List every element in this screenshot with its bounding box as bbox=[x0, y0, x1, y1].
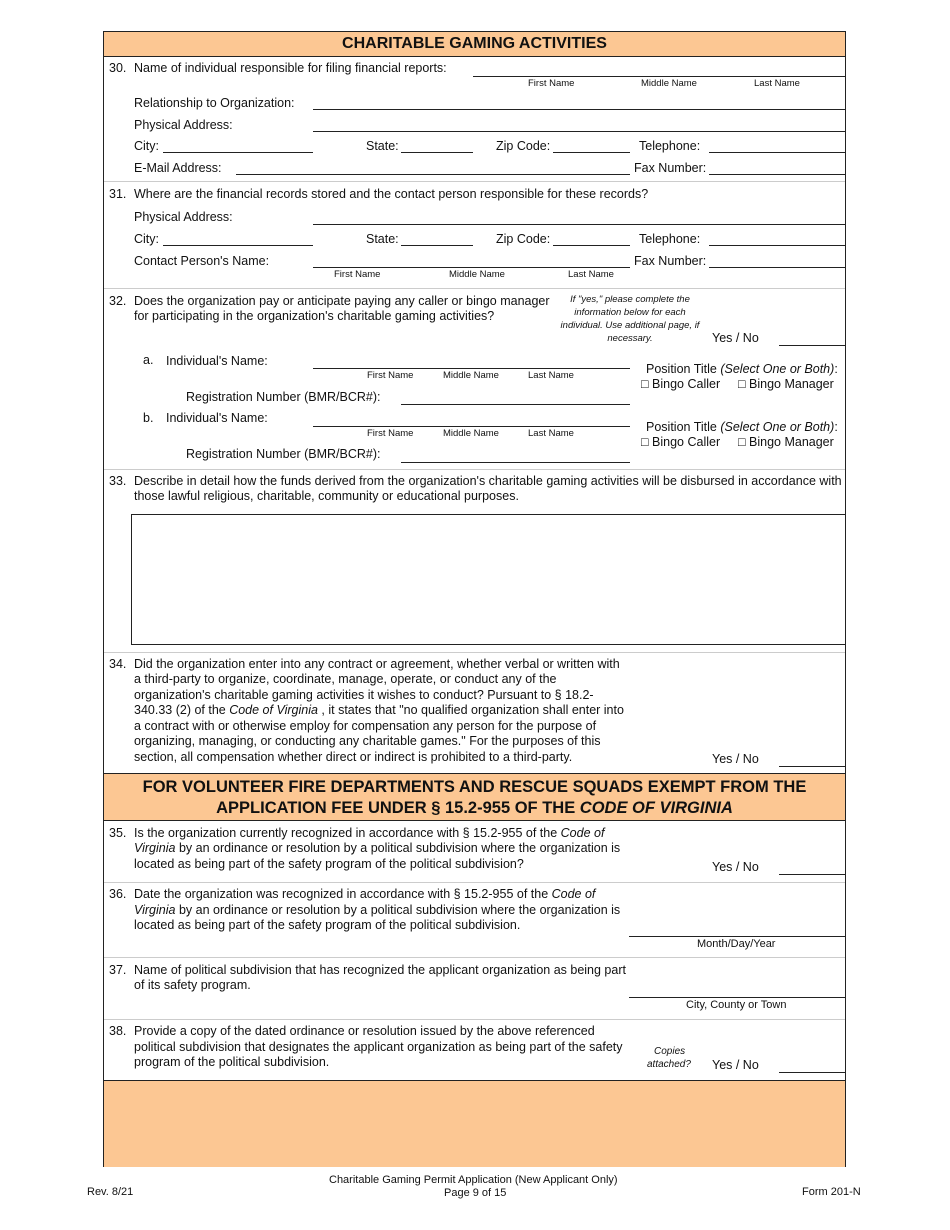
q37-line2: of its safety program. bbox=[134, 978, 251, 992]
q30-email-label: E-Mail Address: bbox=[134, 161, 222, 175]
q32b-bingo-manager-checkbox[interactable]: □ Bingo Manager bbox=[738, 435, 834, 449]
q32a-registration-field[interactable] bbox=[401, 404, 630, 405]
q31-last-name-caption: Last Name bbox=[568, 269, 614, 280]
q32-instruction-note: If "yes," please complete the information below for each individual. Use additional page, if necessary. bbox=[560, 294, 700, 344]
q38-line2: political subdivision that designates the applicant organization as being part of the safety bbox=[134, 1040, 623, 1054]
q31-telephone-label: Telephone: bbox=[639, 232, 701, 246]
q30-middle-name-caption: Middle Name bbox=[641, 78, 697, 89]
q38-copies-label-1: Copies bbox=[654, 1046, 686, 1057]
q32b-middle-caption: Middle Name bbox=[443, 428, 499, 439]
q35-code-of: Code of bbox=[560, 826, 605, 840]
q32a-registration-label: Registration Number (BMR/BCR#): bbox=[186, 390, 381, 404]
q33-number: 33. bbox=[109, 474, 127, 488]
q36-line2-text: by an ordinance or resolution by a political subdivision where the organization is bbox=[175, 903, 621, 917]
q32b-registration-label: Registration Number (BMR/BCR#): bbox=[186, 447, 381, 461]
q35-line1 bbox=[134, 826, 604, 840]
q32a-last-caption: Last Name bbox=[528, 370, 574, 381]
q35-line3: located as being part of the safety program of the political subdivision? bbox=[134, 857, 524, 871]
q36-code-of: Code of bbox=[551, 887, 596, 901]
q35-virginia: Virginia bbox=[134, 841, 176, 855]
q34-line4-post: , it states that "no qualified organization shall enter into bbox=[317, 703, 624, 717]
q32a-bingo-caller-checkbox[interactable]: □ Bingo Caller bbox=[641, 377, 721, 391]
q32-question-line2: for participating in the organization's charitable gaming activities? bbox=[134, 309, 495, 323]
q30-address-label: Physical Address: bbox=[134, 118, 233, 132]
footer-title: Charitable Gaming Permit Application (New Applicant Only) bbox=[329, 1174, 618, 1186]
q31-city-label: City: bbox=[134, 232, 159, 246]
q35-line2-text: by an ordinance or resolution by a political subdivision where the organization is bbox=[175, 841, 621, 855]
q35-yes-no-field[interactable] bbox=[779, 874, 845, 875]
q37-subdivision-field[interactable] bbox=[629, 997, 845, 998]
q32b-bingo-caller-checkbox[interactable]: □ Bingo Caller bbox=[641, 435, 721, 449]
q38-line3: program of the political subdivision. bbox=[134, 1055, 330, 1069]
fire-header-code-of-virginia: CODE OF VIRGINIA bbox=[579, 799, 733, 817]
q31-contact-label: Contact Person's Name: bbox=[134, 254, 270, 268]
q35-line1-text: Is the organization currently recognized in accordance with § 15.2-955 of the bbox=[134, 826, 561, 840]
q34-line1: Did the organization enter into any contract or agreement, whether verbal or written with bbox=[134, 657, 620, 671]
q34-line5: a contract with or otherwise employ for compensation any person for the purpose of bbox=[134, 719, 597, 733]
q30-fax-field[interactable] bbox=[709, 174, 845, 175]
q36-line1-text: Date the organization was recognized in accordance with § 15.2-955 of the bbox=[134, 887, 552, 901]
q36-date-field[interactable] bbox=[629, 936, 845, 937]
q34-line7: section, all compensation whether direct or indirect is prohibited to a third-party. bbox=[134, 750, 573, 764]
q35-yes-no: Yes / No bbox=[712, 860, 759, 874]
fire-header-line2-text: APPLICATION FEE UNDER § 15.2-955 OF THE bbox=[216, 799, 580, 817]
q32a-individual-label: Individual's Name: bbox=[166, 354, 268, 368]
q31-question: Where are the financial records stored and the contact person responsible for these records? bbox=[134, 187, 649, 201]
bottom-shaded-block bbox=[104, 1080, 845, 1167]
q31-number: 31. bbox=[109, 187, 127, 201]
q31-address-field[interactable] bbox=[313, 224, 845, 225]
q32a-select-note: (Select One or Both) bbox=[720, 362, 835, 376]
q32a-colon: : bbox=[834, 362, 838, 376]
footer-revision: Rev. 8/21 bbox=[87, 1186, 134, 1198]
q36-line3: located as being part of the safety program of the political subdivision. bbox=[134, 918, 521, 932]
q30-relationship-field[interactable] bbox=[313, 109, 845, 110]
q37-line1: Name of political subdivision that has recognized the applicant organization as being part bbox=[134, 963, 626, 977]
q31-telephone-field[interactable] bbox=[709, 245, 845, 246]
q32-yes-no-field[interactable] bbox=[779, 345, 845, 346]
q30-relationship-label: Relationship to Organization: bbox=[134, 96, 295, 110]
q31-zip-label: Zip Code: bbox=[496, 232, 551, 246]
q32b-colon: : bbox=[834, 420, 838, 434]
q31-state-field[interactable] bbox=[401, 245, 473, 246]
q32b-individual-label: Individual's Name: bbox=[166, 411, 268, 425]
q31-city-field[interactable] bbox=[163, 245, 313, 246]
q32-number: 32. bbox=[109, 294, 127, 308]
divider bbox=[104, 882, 845, 883]
q30-state-label: State: bbox=[366, 139, 399, 153]
q32-question-line1: Does the organization pay or anticipate paying any caller or bingo manager bbox=[134, 294, 550, 308]
q30-telephone-field[interactable] bbox=[709, 152, 845, 153]
q34-code-of-virginia: Code of Virginia bbox=[229, 703, 318, 717]
q32a-bingo-manager-checkbox[interactable]: □ Bingo Manager bbox=[738, 377, 834, 391]
divider bbox=[104, 288, 845, 289]
q32b-position-title-text: Position Title bbox=[646, 420, 717, 434]
divider bbox=[104, 181, 845, 182]
q32a-position-title bbox=[646, 362, 838, 376]
q32b-select-note: (Select One or Both) bbox=[720, 420, 835, 434]
q32a-individual-field[interactable] bbox=[313, 368, 630, 369]
q32b-first-caption: First Name bbox=[367, 428, 414, 439]
divider bbox=[104, 652, 845, 653]
q35-number: 35. bbox=[109, 826, 127, 840]
q30-city-label: City: bbox=[134, 139, 159, 153]
q32a-position-title-text: Position Title bbox=[646, 362, 717, 376]
q30-question: Name of individual responsible for filing financial reports: bbox=[134, 61, 447, 75]
q34-line3: organization's charitable gaming activities it wishes to conduct? Pursuant to § 18.2- bbox=[134, 688, 594, 702]
q32b-position-title bbox=[646, 420, 838, 434]
q34-yes-no: Yes / No bbox=[712, 752, 759, 766]
q32b-last-caption: Last Name bbox=[528, 428, 574, 439]
q30-number: 30. bbox=[109, 61, 127, 75]
fire-department-header bbox=[104, 773, 845, 821]
fire-header-line2 bbox=[104, 798, 845, 819]
q30-first-name-caption: First Name bbox=[528, 78, 575, 89]
q38-yes-no-field[interactable] bbox=[779, 1072, 845, 1073]
q31-contact-field[interactable] bbox=[313, 267, 630, 268]
q37-caption: City, County or Town bbox=[686, 999, 787, 1011]
divider bbox=[104, 469, 845, 470]
fire-header-line1: FOR VOLUNTEER FIRE DEPARTMENTS AND RESCUE SQUADS EXEMPT FROM THE bbox=[142, 778, 807, 796]
q34-number: 34. bbox=[109, 657, 127, 671]
q31-fax-field[interactable] bbox=[709, 267, 845, 268]
q31-state-label: State: bbox=[366, 232, 399, 246]
section-header bbox=[104, 32, 845, 57]
q31-fax-label: Fax Number: bbox=[634, 254, 707, 268]
q32b-label: b. bbox=[143, 411, 154, 425]
q35-line2 bbox=[134, 841, 620, 855]
footer-page: Page 9 of 15 bbox=[444, 1187, 507, 1199]
q30-city-field[interactable] bbox=[163, 152, 313, 153]
q30-email-field[interactable] bbox=[236, 174, 630, 175]
q31-middle-name-caption: Middle Name bbox=[449, 269, 505, 280]
q30-zip-label: Zip Code: bbox=[496, 139, 551, 153]
q34-line2: a third-party to organize, coordinate, manage, operate, or conduct any of the bbox=[134, 672, 557, 686]
divider bbox=[104, 957, 845, 958]
q34-yes-no-field[interactable] bbox=[779, 766, 845, 767]
q30-fax-label: Fax Number: bbox=[634, 161, 707, 175]
q37-number: 37. bbox=[109, 963, 127, 977]
divider bbox=[104, 1019, 845, 1020]
q36-line1 bbox=[134, 887, 595, 901]
q36-virginia: Virginia bbox=[134, 903, 176, 917]
q36-number: 36. bbox=[109, 887, 127, 901]
q34-line4-pre: 340.33 (2) of the bbox=[134, 703, 230, 717]
q32a-middle-caption: Middle Name bbox=[443, 370, 499, 381]
q31-first-name-caption: First Name bbox=[334, 269, 381, 280]
q32a-label: a. bbox=[143, 353, 154, 367]
q38-yes-no: Yes / No bbox=[712, 1058, 759, 1072]
q33-answer-box[interactable] bbox=[131, 514, 846, 645]
q31-zip-field[interactable] bbox=[553, 245, 630, 246]
q31-address-label: Physical Address: bbox=[134, 210, 233, 224]
section-header-text: CHARITABLE GAMING ACTIVITIES bbox=[342, 35, 607, 52]
q32-yes-no: Yes / No bbox=[712, 331, 759, 345]
q30-state-field[interactable] bbox=[401, 152, 473, 153]
q30-telephone-label: Telephone: bbox=[639, 139, 701, 153]
footer-form-number: Form 201-N bbox=[802, 1186, 861, 1198]
q30-last-name-caption: Last Name bbox=[754, 78, 800, 89]
q38-number: 38. bbox=[109, 1024, 127, 1038]
q32b-individual-field[interactable] bbox=[313, 426, 630, 427]
q32a-first-caption: First Name bbox=[367, 370, 414, 381]
q33-question-line1: Describe in detail how the funds derived from the organization's charitable gaming activities will be disbursed in accordance with bbox=[134, 474, 842, 488]
q36-date-caption: Month/Day/Year bbox=[697, 938, 776, 950]
q30-zip-field[interactable] bbox=[553, 152, 630, 153]
q32b-registration-field[interactable] bbox=[401, 462, 630, 463]
q30-address-field[interactable] bbox=[313, 131, 845, 132]
q36-line2 bbox=[134, 903, 620, 917]
q33-question-line2: those lawful religious, charitable, community or educational purposes. bbox=[134, 489, 519, 503]
q30-name-line[interactable] bbox=[473, 76, 845, 77]
q38-line1: Provide a copy of the dated ordinance or resolution issued by the above referenced bbox=[134, 1024, 595, 1038]
q34-line4 bbox=[134, 703, 624, 717]
q34-line6: organizing, managing, or conducting any charitable games." For the purposes of this bbox=[134, 734, 601, 748]
q38-copies-label-2: attached? bbox=[647, 1059, 691, 1070]
